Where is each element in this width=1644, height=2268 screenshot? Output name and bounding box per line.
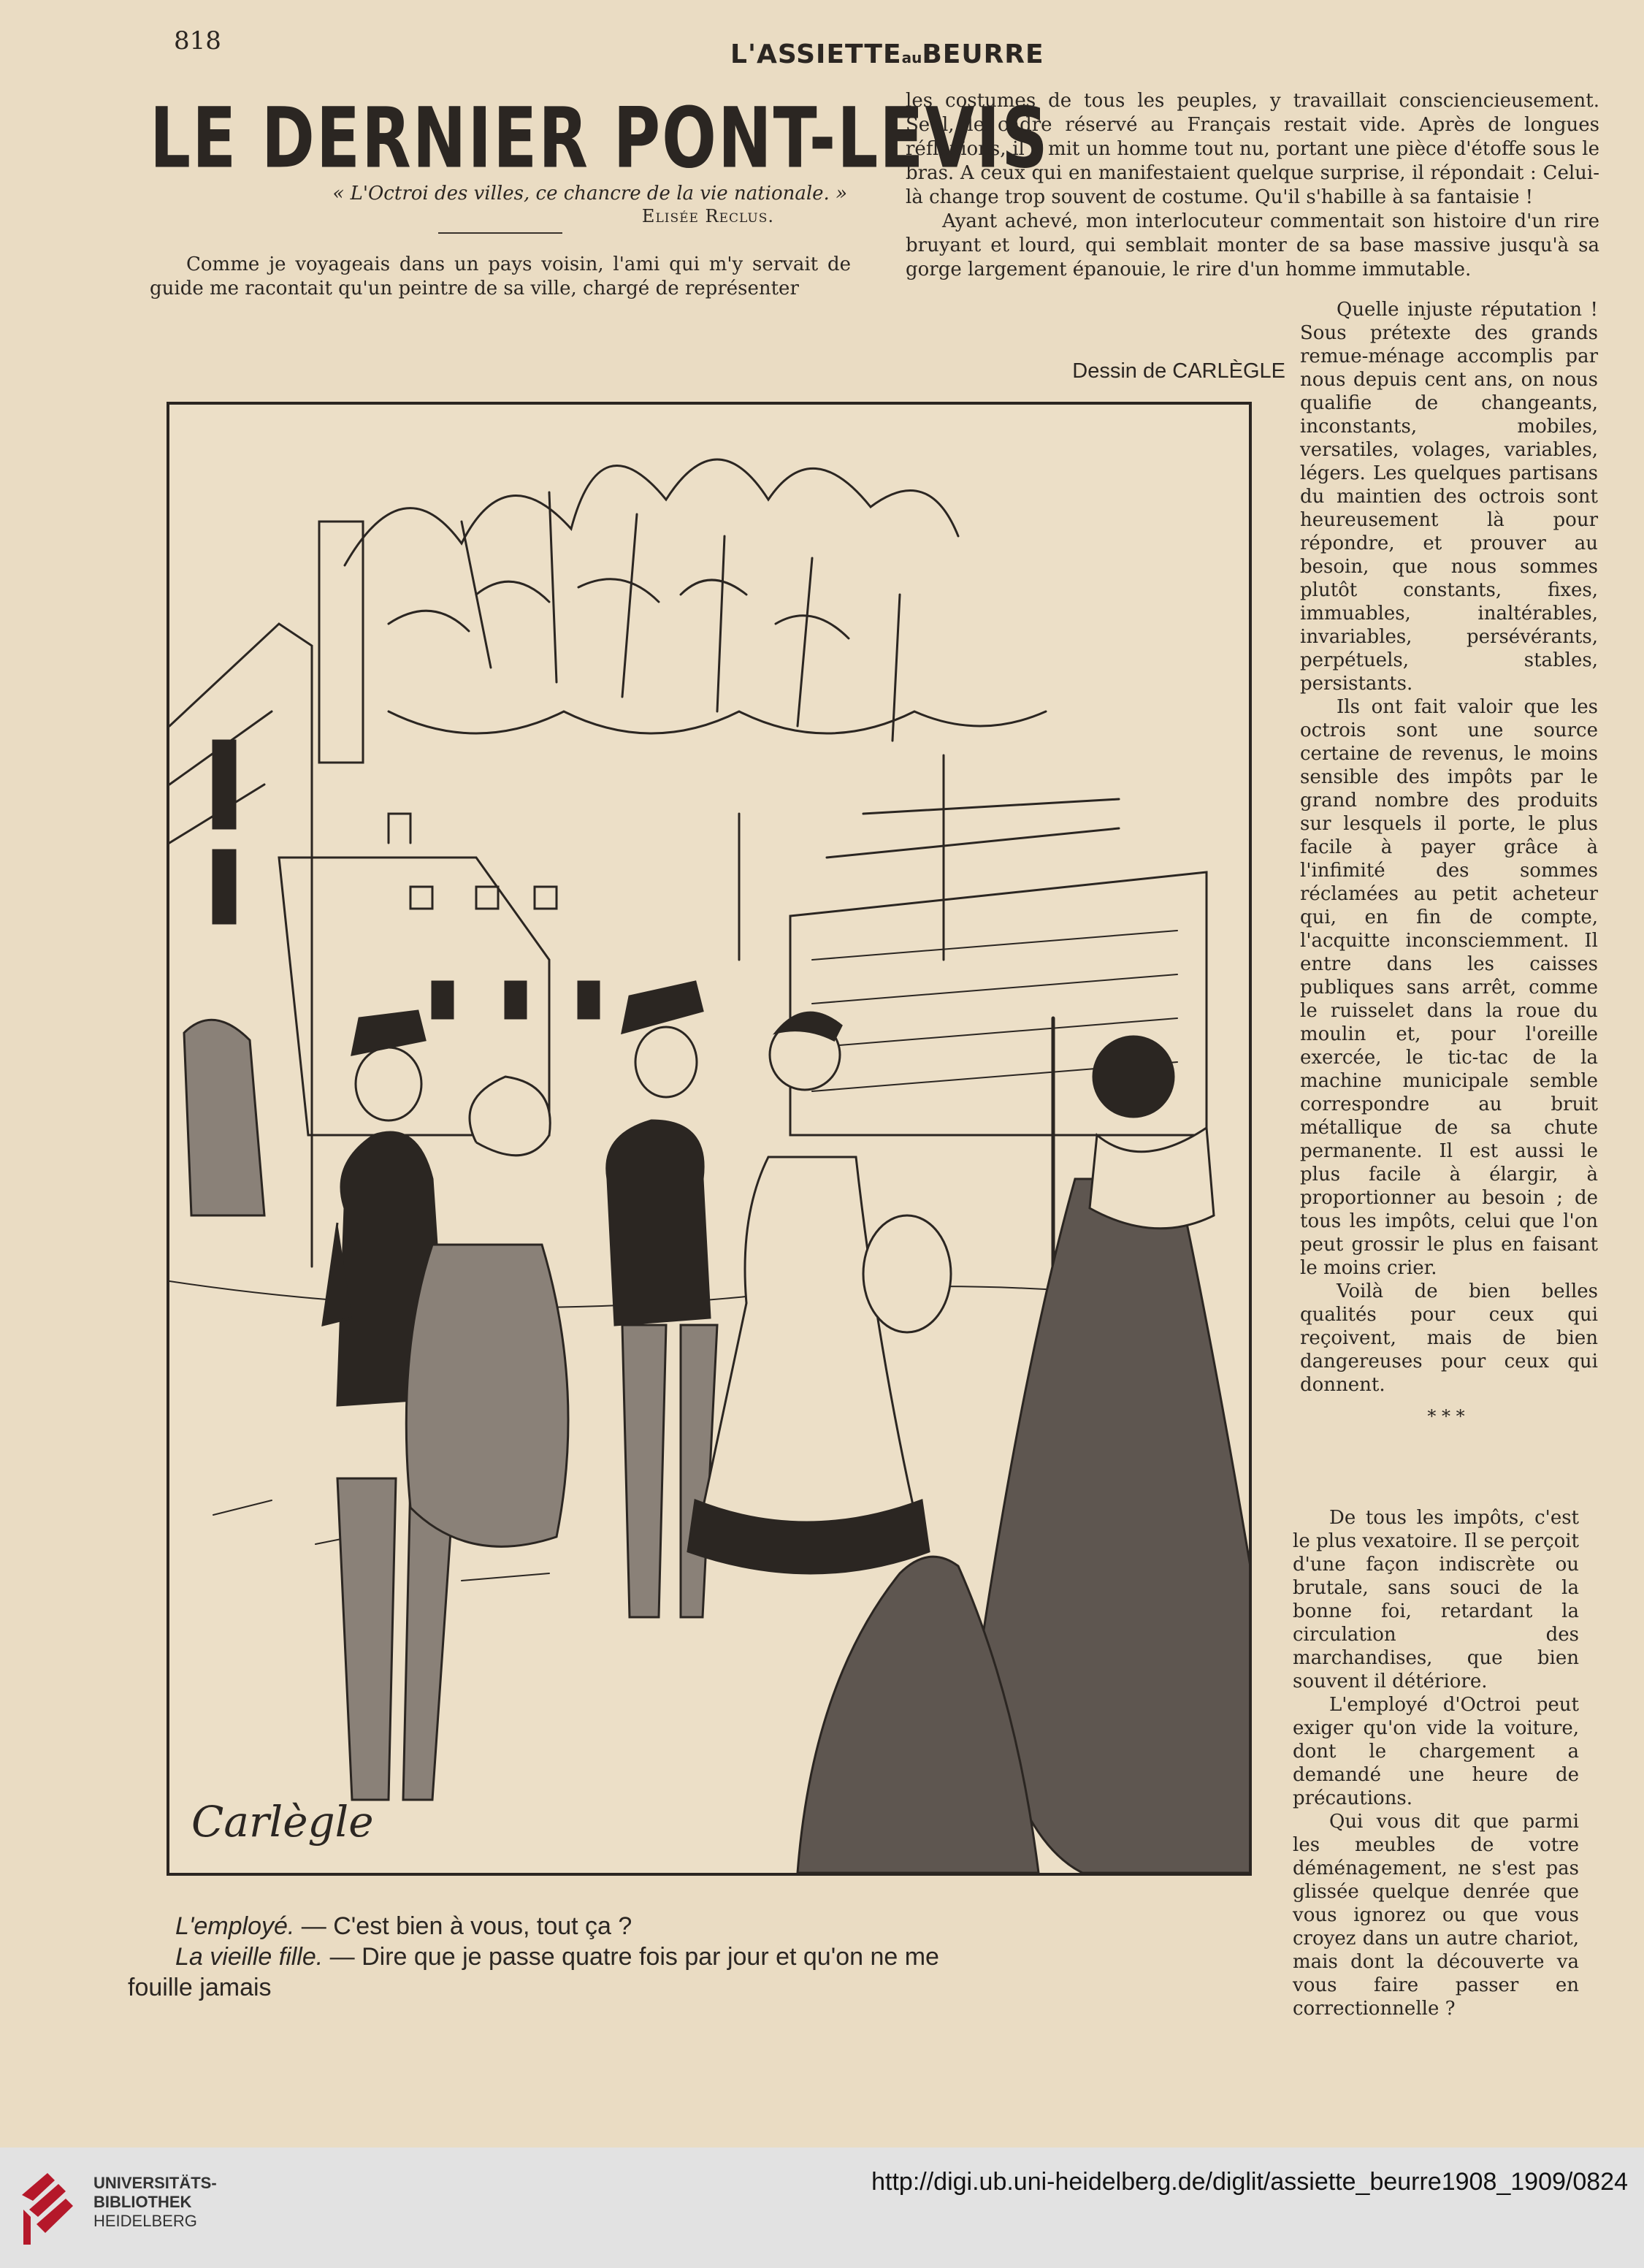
divider — [438, 232, 562, 234]
page-number: 818 — [174, 26, 221, 56]
side-column-lower — [1293, 1506, 1579, 2020]
paragraph-meubles: Qui vous dit que parmi les meubles de votre déménagement, ne s'est pas glissée quelque denrée que vous ignorez ou que vous croyez dans un autre chariot, mais dont la découverte va vous faire passer en correctionnelle ? — [1293, 1811, 1579, 2020]
masthead — [730, 39, 1044, 69]
library-line-1: UNIVERSITÄTS- — [93, 2174, 217, 2192]
paragraph-rire: Ayant achevé, mon interlocuteur commentait son histoire d'un rire bruyant et lourd, qui semblait monter de sa base massive jusqu'à sa gorge largement épanouie, le rire d'un homme immutable. — [906, 210, 1599, 280]
intro-paragraph: Comme je voyageais dans un pays voisin, l'ami qui m'y servait de guide me racontait qu'un peintre de sa ville, chargé de représenter — [150, 253, 851, 299]
caption-text-2: — Dire que je passe quatre fois par jour et qu'on ne me — [323, 1943, 939, 1971]
illustration — [167, 402, 1252, 1876]
source-url-link[interactable]: http://digi.ub.uni-heidelberg.de/diglit/assiette_beurre1908_1909/0824 — [871, 2168, 1628, 2196]
epigraph: « L'Octroi des villes, ce chancre de la vie nationale. » — [332, 183, 847, 205]
masthead-small: au — [901, 49, 922, 66]
right-top-column — [906, 89, 1599, 282]
paragraph-costumes: les costumes de tous les peuples, y travaillait consciencieusement. Seul, le cadre réservé au Français restait vide. Après de longues réflexions, il y mit un homme tout nu, portant une pièce d'étoffe sous le bras. A ceux qui en manifestaient quelque surprise, il répondait : Celui-là change trop souvent de costume. Qu'il s'habille à sa fantaisie ! — [906, 90, 1599, 208]
illustration-caption — [128, 1911, 1267, 2003]
drawing-credit: Dessin de CARLÈGLE — [1072, 359, 1285, 383]
masthead-main: L'ASSIETTE — [730, 39, 902, 69]
caption-text-1: — C'est bien à vous, tout ça ? — [294, 1912, 632, 1940]
paragraph-qualites: Voilà de bien belles qualités pour ceux qui reçoivent, mais de bien dangereuses pour ceux qui donnent. — [1300, 1280, 1598, 1396]
paragraph-octrois: Ils ont fait valoir que les octrois sont une source certaine de revenus, le moins sensible des impôts par le grand nombre des produits sur lesquels il porte, le plus facile à payer grâce à l'infimité des sommes réclamées au petit acheteur qui, en fin de compte, l'acquitte inconsciemment. Il entre dans les caisses publiques sans arrêt, comme le ruisselet dans la roue du moulin et, pour l'oreille exercée, le tic-tac de la machine municipale semble correspondre au bruit métallique de sa chute permanente. Il est aussi le plus facile à élargir, à proportionner au besoin ; de tous les impôts, celui que l'on peut grossir le plus en faisant le moins crier. — [1300, 696, 1598, 1279]
illustration-drawing — [169, 405, 1249, 1873]
masthead-end: BEURRE — [922, 39, 1044, 69]
paragraph-employe: L'employé d'Octroi peut exiger qu'on vide la voiture, dont le chargement a demandé une heure de précautions. — [1293, 1694, 1579, 1809]
epigraph-author: Elisée Reclus. — [641, 206, 774, 226]
library-line-3: HEIDELBERG — [93, 2212, 197, 2230]
intro-column — [150, 253, 851, 301]
side-column — [1300, 298, 1598, 1397]
library-line-2: BIBLIOTHEK — [93, 2193, 192, 2211]
caption-speaker-1: L'employé. — [175, 1912, 295, 1940]
caption-line-1 — [128, 1911, 1267, 1941]
article-title: LE DERNIER PONT-LEVIS — [150, 89, 1050, 187]
artist-signature: Carlègle — [191, 1797, 374, 1847]
section-stars: * * * — [1427, 1406, 1465, 1427]
footer-bar — [0, 2147, 1644, 2268]
library-name — [93, 2174, 217, 2231]
paragraph-vexatoire: De tous les impôts, c'est le plus vexatoire. Il se perçoit d'une façon indiscrète ou brutale, sans souci de la bonne foi, retardant la circulation des marchandises, que bien souvent il détériore. — [1293, 1507, 1579, 1692]
caption-line-2 — [128, 1941, 1267, 1972]
paragraph-reputation: Quelle injuste réputation ! Sous prétexte des grands remue-ménage accomplis par nous depuis cent ans, on nous qualifie de changeants, inconstants, mobiles, versatiles, volages, variables, légers. Les quelques partisans du maintien des octrois sont heureusement là pour répondre, et prouver au besoin, que nous sommes plutôt constants, fixes, immuables, inaltérables, invariables, persévérants, perpétuels, stables, persistants. — [1300, 299, 1598, 695]
university-logo-icon — [15, 2166, 84, 2250]
caption-line-3: fouille jamais — [128, 1974, 272, 2001]
caption-speaker-2: La vieille fille. — [175, 1943, 324, 1971]
